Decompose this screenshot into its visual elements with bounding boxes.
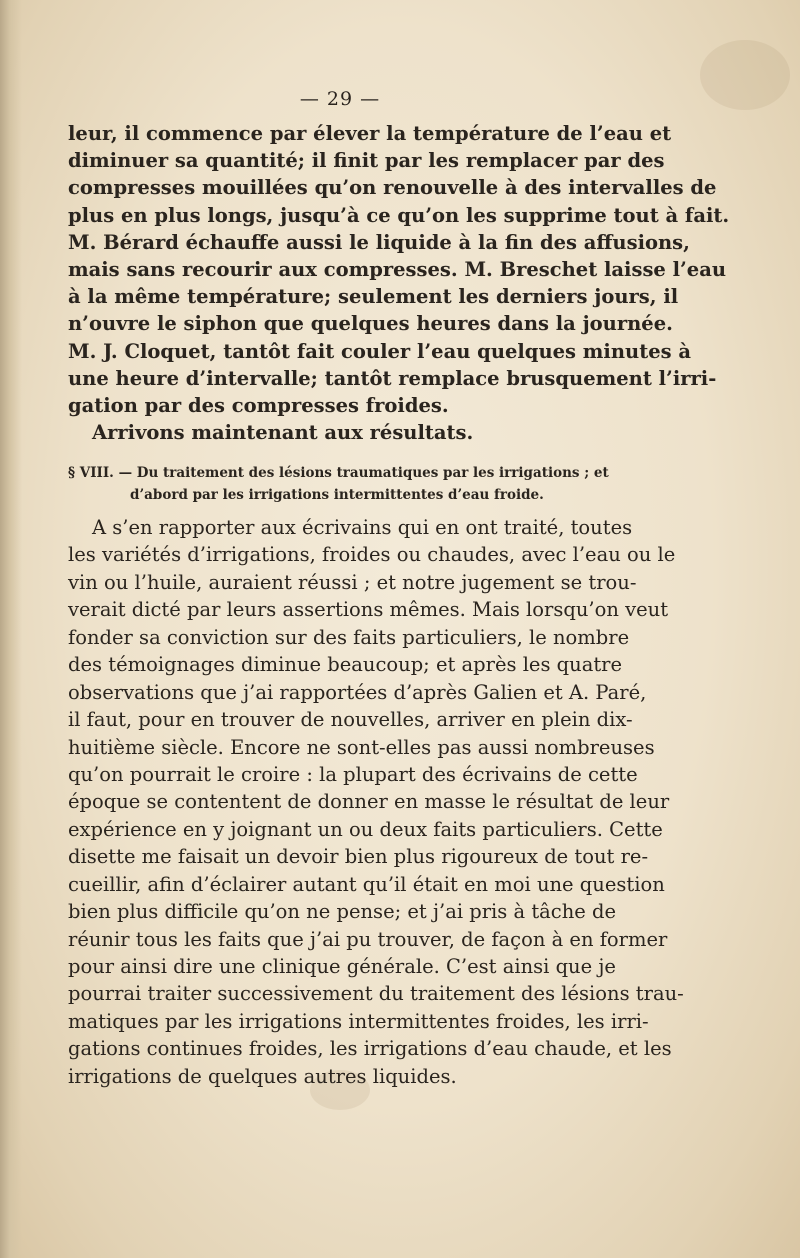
- text-line: époque se contentent de donner en masse le résultat de leur: [68, 790, 670, 814]
- text-line: compresses mouillées qu’on renouvelle à des intervalles de: [68, 176, 717, 200]
- text-line: une heure d’intervalle; tantôt remplace brusquement l’irri-: [68, 366, 717, 390]
- text-line: gations continues froides, les irrigations d’eau chaude, et les: [68, 1037, 672, 1061]
- text-line: vin ou l’huile, auraient réussi ; et notre jugement se trou-: [68, 570, 637, 594]
- text-line: expérience en y joignant un ou deux faits particuliers. Cette: [68, 817, 663, 841]
- text-line: n’ouvre le siphon que quelques heures dans la journée.: [68, 312, 673, 336]
- text-line: des témoignages diminue beaucoup; et après les quatre: [68, 653, 623, 677]
- text-line: pour ainsi dire une clinique générale. C’est ainsi que je: [68, 955, 616, 978]
- text-line: diminuer sa quantité; il finit par les remplacer par des: [68, 149, 665, 173]
- section-heading-line: § VIII. — Du traitement des lésions traumatiques par les irrigations ; et: [68, 465, 609, 481]
- page-spine-shadow: [0, 0, 22, 1258]
- text-line: à la même température; seulement les derniers jours, il: [68, 285, 679, 309]
- section-heading-line: d’abord par les irrigations intermittentes d’eau froide.: [130, 487, 544, 503]
- paper-stain: [700, 40, 790, 110]
- text-line: qu’on pourrait le croire : la plupart des écrivains de cette: [68, 762, 638, 786]
- text-line: matiques par les irrigations intermittentes froides, les irri-: [68, 1009, 649, 1033]
- paragraph-continued: [68, 120, 730, 446]
- text-line: mais sans recourir aux compresses. M. Breschet laisse l’eau: [68, 257, 727, 281]
- text-line: plus en plus longs, jusqu’à ce qu’on les supprime tout à fait.: [68, 203, 730, 227]
- text-line: verait dicté par leurs assertions mêmes. Mais lorsqu’on veut: [68, 598, 669, 622]
- text-line: M. J. Cloquet, tantôt fait couler l’eau quelques minutes à: [68, 339, 692, 363]
- text-line: gation par des compresses froides.: [68, 393, 449, 417]
- paragraph: [68, 514, 684, 1090]
- text-line: pourrai traiter successivement du traitement des lésions trau-: [68, 982, 684, 1006]
- text-line: disette me faisait un devoir bien plus rigoureux de tout re-: [68, 845, 649, 869]
- text-line: il faut, pour en trouver de nouvelles, arriver en plein dix-: [68, 708, 633, 732]
- text-line: leur, il commence par élever la température de l’eau et: [68, 122, 672, 145]
- section-heading: [68, 462, 609, 506]
- text-line: bien plus difficile qu’on ne pense; et j’ai pris à tâche de: [68, 900, 617, 924]
- text-line: A s’en rapporter aux écrivains qui en ont traité, toutes: [92, 516, 633, 539]
- text-line: Arrivons maintenant aux résultats.: [92, 421, 474, 445]
- text-line: cueillir, afin d’éclairer autant qu’il était en moi une question: [68, 872, 665, 896]
- text-line: M. Bérard échauffe aussi le liquide à la fin des affusions,: [68, 230, 690, 254]
- text-line: les variétés d’irrigations, froides ou chaudes, avec l’eau ou le: [68, 543, 676, 567]
- text-line: huitième siècle. Encore ne sont-elles pas aussi nombreuses: [68, 735, 655, 759]
- text-line: irrigations de quelques autres liquides.: [68, 1064, 457, 1088]
- page-number: — 29 —: [299, 88, 381, 110]
- text-line: observations que j’ai rapportées d’après Galien et A. Paré,: [68, 680, 647, 704]
- text-line: fonder sa conviction sur des faits particuliers, le nombre: [68, 625, 630, 649]
- text-line: réunir tous les faits que j’ai pu trouver, de façon à en former: [68, 927, 668, 951]
